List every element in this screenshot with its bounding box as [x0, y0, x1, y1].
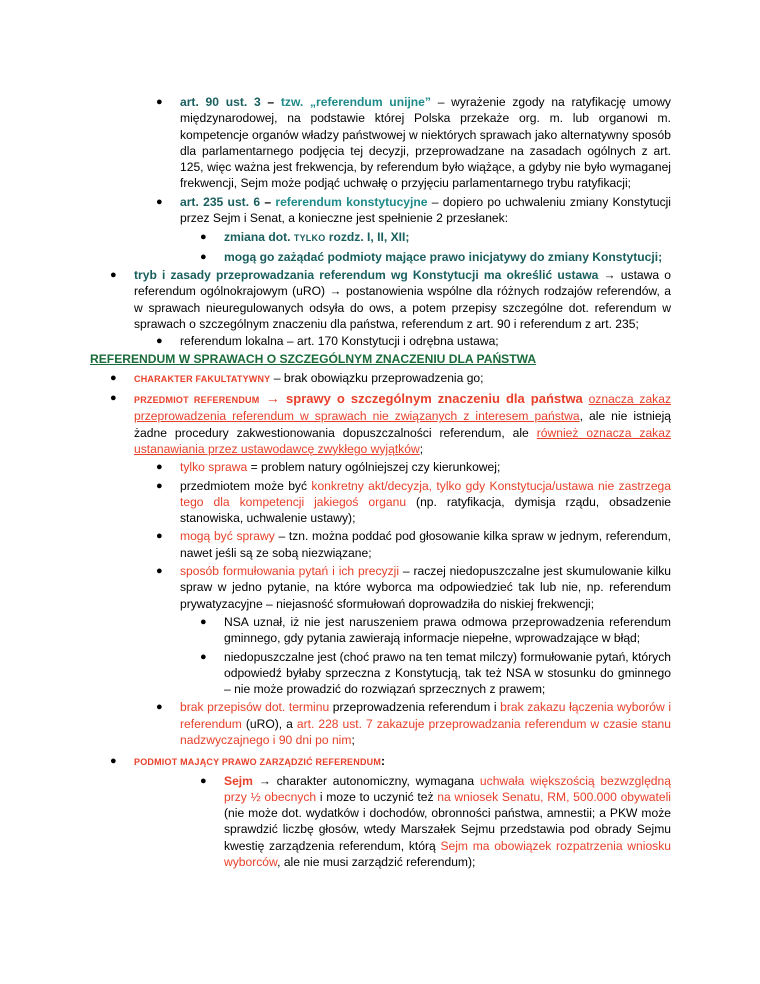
- list-section: [0, 370, 760, 871]
- list-item-przedmiot: ● PRZEDMIOT REFERENDUM → sprawy o szczególnym znaczeniu dla państwa oznacza zakaz przeprowadzenia referendum w sprawach nie związanych z interesem państwa, ale nie istnieją żadne procedury zakwestionowania dopuszczalności referendum, ale również oznacza zakaz ustanawiania przez ustawodawcę zwykłego wyjątków;: [134, 390, 671, 457]
- list-item-art-235: ● art. 235 ust. 6 – referendum konstytucyjne – dopiero po uchwaleniu zmiany Konstytucji przez Sejm i Senat, a konieczne jest spełnienie 2 przesłanek:: [180, 194, 671, 227]
- list-item-sposob: ● sposób formułowania pytań i ich precyzji – raczej niedopuszczalne jest skumulowanie kilku spraw w jedno pytanie, na które wyborca ma odpowiedzieć tak lub nie, np. referendum prywatyzacyjne – niejasność sformułowań doprowadziła do niskiej frekwencji;: [180, 563, 671, 612]
- list-item-referendum-lokalne: ● referendum lokalna – art. 170 Konstytucji i odrębna ustawa;: [180, 333, 671, 349]
- list-item-brak-przepisow: ● brak przepisów dot. terminu przeprowadzenia referendum i brak zakazu łączenia wyborów i referendum (uRO), a art. 228 ust. 7 zakazuje przeprowadzania referendum w czasie stanu nadzwyczajnego i 90 dni po nim;: [180, 699, 671, 748]
- list-item-sejm: ● Sejm → charakter autonomiczny, wymagana uchwała większością bezwzględną przy ½ obecnych i moze to uczynić też na wniosek Senatu, RM, 500.000 obywateli (nie może dot. wydatków i dochodów, obronności państwa, amnestii; a PKW może sprawdzić liczbę głosów, wtedy Marszałek Sejmu przedstawia pod obrady Sejmu kwestię zarządzenia referendum, którą Sejm ma obowiązek rozpatrzenia wniosku wyborców, ale nie musi zarządzić referendum);: [224, 773, 671, 871]
- list-item-moga-zazadac: ● mogą go zażądać podmioty mające prawo inicjatywy do zmiany Konstytucji;: [224, 249, 671, 265]
- list-art-90: [0, 94, 760, 265]
- document-body: [0, 94, 760, 870]
- list-item-zmiana-dot: ● zmiana dot. TYLKO rozdz. I, II, XII;: [224, 229, 671, 246]
- list-item-charakter: ● CHARAKTER FAKULTATYWNY – brak obowiązku przeprowadzenia go;: [134, 370, 671, 387]
- section-heading: REFERENDUM W SPRAWACH O SZCZEGÓLNYM ZNACZENIU DLA PAŃSTWA: [90, 352, 537, 367]
- list-tryb: [0, 267, 760, 349]
- list-item-art-90: ● art. 90 ust. 3 – tzw. „referendum unijne” – wyrażenie zgody na ratyfikację umowy międzynarodowej, na podstawie której Polska przekaże org. m. lub organowi m. kompetencje organów władzy państwowej w niektórych sprawach jako alternatywny sposób dla parlamentarnego podjęcia tej decyzji, przeprowadzane na zasadach ogólnych z art. 125, więc ważna jest frekwencja, by referendum było wiążące, a gdyby nie było wymaganej frekwencji, Sejm może podjąć uchwałę o przyjęciu parlamentarnego trybu ratyfikacji;: [180, 94, 671, 192]
- list-item-podmiot: ● PODMIOT MAJĄCY PRAWO ZARZĄDZIĆ REFERENDUM:: [134, 753, 671, 770]
- list-item-przedmiotem: ● przedmiotem może być konkretny akt/decyzja, tylko gdy Konstytucja/ustawa nie zastrzega tego dla kompetencji jakiegoś organu (np. ratyfikacja, dymisja rządu, obsadzenie stanowiska, uchwalenie ustawy);: [180, 478, 671, 527]
- list-item-moga-byc: ● mogą być sprawy – tzn. można poddać pod głosowanie kilka spraw w jednym, referendum, nawet jeśli są ze sobą niezwiązane;: [180, 528, 671, 561]
- list-item-tryb: ● tryb i zasady przeprowadzania referendum wg Konstytucji ma określić ustawa → ustawa o referendum ogólnokrajowym (uRO) → postanowienia wspólne dla różnych rodzajów referendów, a w sprawach nieuregulowanych odsyła do ows, a potem przepisy szczególne dot. referendum w sprawach o szczególnym znaczeniu dla państwa, referendum z art. 90 i referendum z art. 235;: [134, 267, 671, 332]
- list-item-nsa-uznal: ● NSA uznał, iż nie jest naruszeniem prawa odmowa przeprowadzenia referendum gminnego, gdy pytania zawierają informacje niepełne, wprowadzające w błąd;: [224, 614, 671, 647]
- list-item-tylko-sprawa: ● tylko sprawa = problem natury ogólniejszej czy kierunkowej;: [180, 459, 671, 475]
- list-item-niedopuszczalne: ● niedopuszczalne jest (choć prawo na ten temat milczy) formułowanie pytań, których odpowiedź byłaby sprzeczna z Konstytucją, tak też NSA w stosunku do gminnego – nie może prowadzić do rozwiązań sprzecznych z prawem;: [224, 649, 671, 698]
